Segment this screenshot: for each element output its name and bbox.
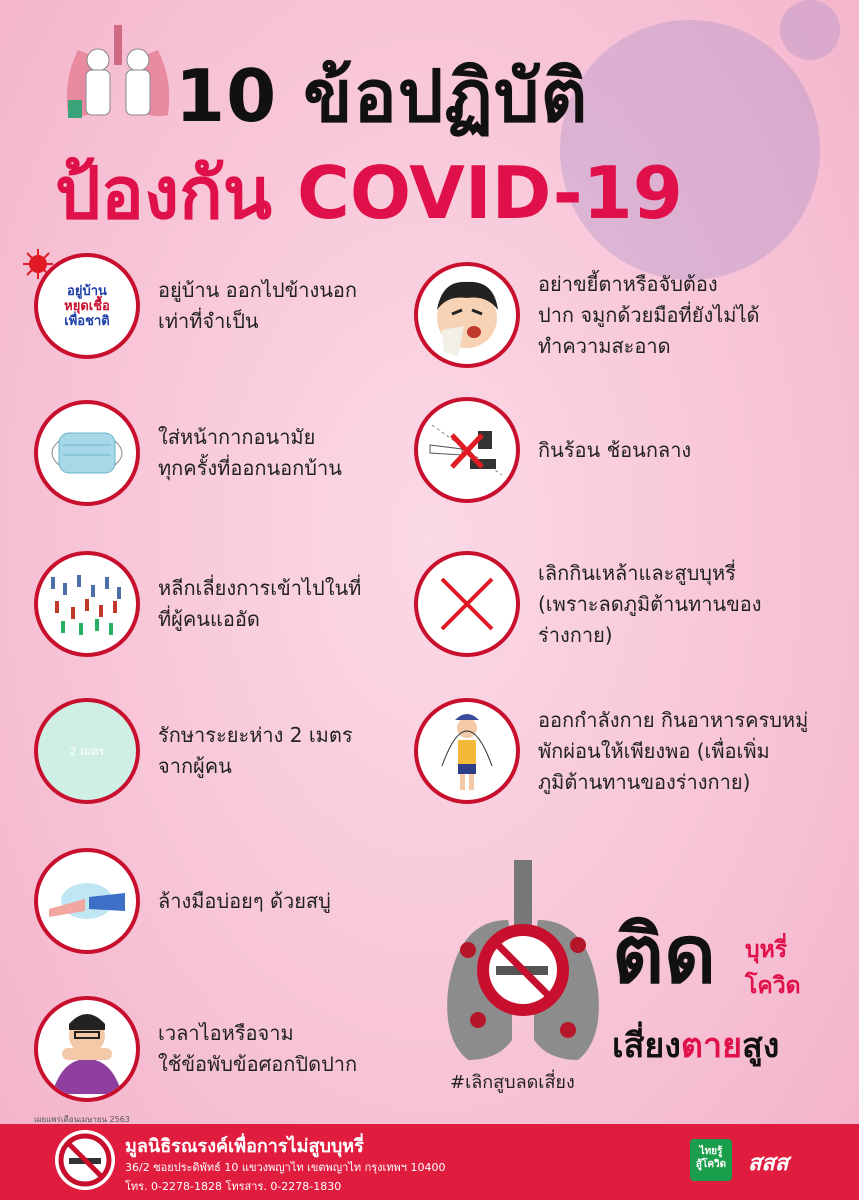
list-item	[414, 551, 762, 657]
no-touch-face-icon	[414, 262, 520, 368]
stay-home-icon: อยู่บ้าน หยุดเชื้อ เพื่อชาติ	[34, 253, 140, 359]
virus-background-icon	[780, 0, 840, 60]
face-mask-icon	[34, 400, 140, 506]
slogan-big-text: ติด	[612, 908, 716, 1001]
hand-wash-icon	[34, 848, 140, 954]
publish-date: เผยแพร่เดือนเมษายน 2563	[34, 1115, 130, 1124]
item-text: อยู่บ้าน ออกไปข้างนอก เท่าที่จำเป็น	[158, 278, 358, 333]
no-alcohol-smoking-icon	[414, 551, 520, 657]
item-text: ล้างมือบ่อยๆ ด้วยสบู่	[158, 888, 331, 913]
org-address: 36/2 ซอยประดิพัทธ์ 10 แขวงพญาไท เขตพญาไท กรุงเทพฯ 10400	[125, 1161, 446, 1174]
item-text: เวลาไอหรือจาม ใช้ข้อพับข้อศอกปิดปาก	[158, 1021, 358, 1076]
thai-ru-su-covid-logo: ไทยรู้ สู้โควิด	[690, 1139, 732, 1181]
list-item	[34, 551, 361, 657]
doctors-lungs-icon	[58, 20, 178, 130]
list-item	[414, 262, 760, 368]
no-smoking-logo-icon	[55, 1130, 115, 1190]
item-text: เลิกกินเหล้าและสูบบุหรี่ (เพราะลดภูมิต้านทานของ ร่างกาย)	[538, 560, 762, 647]
item-text: ใส่หน้ากากอนามัย ทุกครั้งที่ออกนอกบ้าน	[158, 425, 342, 480]
slogan-buri: บุหรี่	[745, 937, 788, 963]
item-text: รักษาระยะห่าง 2 เมตร จากผู้คน	[158, 723, 353, 778]
list-item	[34, 848, 331, 954]
org-name: มูลนิธิรณรงค์เพื่อการไม่สูบบุหรี่	[125, 1136, 364, 1157]
item-text: กินร้อน ช้อนกลาง	[538, 437, 692, 462]
list-item	[414, 698, 808, 804]
list-item	[34, 253, 357, 359]
page-title: 10 ข้อปฏิบัติ	[175, 54, 589, 138]
item-text: ออกกำลังกาย กินอาหารครบหมู่ พักผ่อนให้เพียงพอ (เพื่อเพิ่ม ภูมิต้านทานของร่างกาย)	[538, 707, 809, 794]
crowd-icon	[34, 551, 140, 657]
sss-logo: สสส	[748, 1151, 789, 1176]
slogan-covid: โควิด	[745, 973, 801, 999]
org-phone: โทร. 0-2278-1828 โทรสาร. 0-2278-1830	[125, 1180, 342, 1193]
exercise-icon	[414, 698, 520, 804]
lungs-no-smoking-icon	[438, 860, 608, 1070]
item-text: อย่าขยี้ตาหรือจับต้อง ปาก จมูกด้วยมือที่ยังไม่ได้ ทำความสะอาด	[538, 271, 760, 358]
serving-spoon-icon	[414, 397, 520, 503]
list-item	[34, 996, 357, 1102]
distance-icon: 2 เมตร	[34, 698, 140, 804]
hashtag: #เลิกสูบลดเสี่ยง	[450, 1072, 575, 1093]
list-item	[414, 397, 691, 503]
cough-elbow-icon	[34, 996, 140, 1102]
slogan-line3: เสี่ยงตายสูง	[612, 1026, 780, 1066]
list-item	[34, 400, 342, 506]
list-item	[34, 698, 353, 804]
page-subtitle: ป้องกัน COVID-19	[55, 151, 683, 235]
item-text: หลีกเลี่ยงการเข้าไปในที่ ที่ผู้คนแออัด	[158, 576, 362, 631]
